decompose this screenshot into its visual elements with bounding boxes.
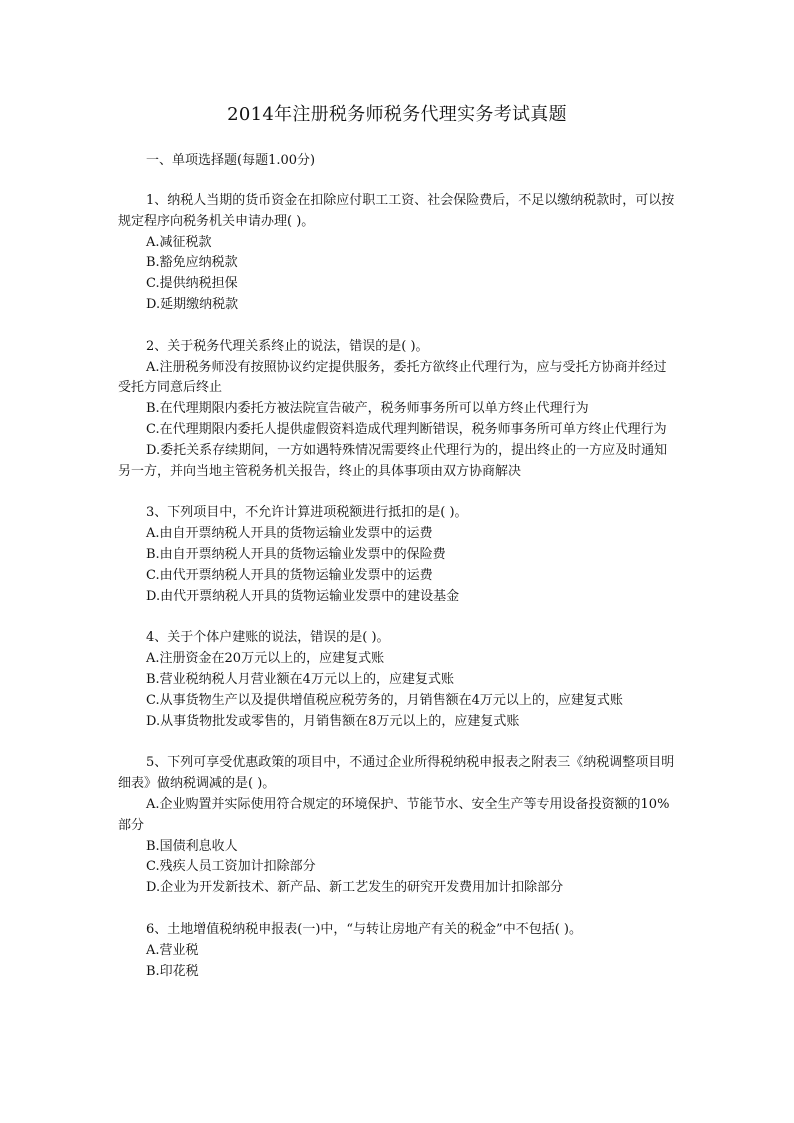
answer-option: C.在代理期限内委托人提供虚假资料造成代理判断错误，税务师事务所可单方终止代理行为 [146,421,667,437]
answer-option: B.国债利息收人 [146,838,238,854]
question-stem: 5、下列可享受优惠政策的项目中，不通过企业所得税纳税申报表之附表三《纳税调整项目明细表》做纳税调减的是( )。 [118,755,675,792]
question-stem: 6、土地增值税纳税申报表(一)中，“与转让房地产有关的税金”中不包括( )。 [146,921,582,937]
answer-option: A.减征税款 [146,234,212,250]
question-stem: 2、关于税务代理关系终止的说法，错误的是( )。 [146,338,429,354]
answer-option: A.注册税务师没有按照协议约定提供服务，委托方欲终止代理行为，应与受托方协商并经过受托方同意后终止 [118,359,667,396]
answer-option: B.豁免应纳税款 [146,255,238,271]
question-3 [118,503,676,607]
answer-option: D.从事货物批发或零售的，月销售额在8万元以上的，应建复式账 [146,713,520,729]
answer-option: D.委托关系存续期间，一方如遇特殊情况需要终止代理行为的，提出终止的一方应及时通知另一方，并向当地主管税务机关报告，终止的具体事项由双方协商解决 [118,442,668,479]
answer-option: A.注册资金在20万元以上的，应建复式账 [146,651,385,667]
document-title: 2014年注册税务师税务代理实务考试真题 [227,104,567,125]
question-stem: 4、关于个体户建账的说法，错误的是( )。 [146,630,390,646]
answer-option: B.营业税纳税人月营业额在4万元以上的，应建复式账 [146,671,454,687]
answer-option: C.从事货物生产以及提供增值税应税劳务的，月销售额在4万元以上的，应建复式账 [146,692,623,708]
answer-option: B.印花税 [146,963,199,979]
question-1 [118,191,676,316]
answer-option: B.由自开票纳税人开具的货物运输业发票中的保险费 [146,546,446,562]
answer-option: A.企业购置并实际使用符合规定的环境保护、节能节水、安全生产等专用设备投资额的10%部分 [118,796,670,833]
answer-option: D.企业为开发新技术、新产品、新工艺发生的研究开发费用加计扣除部分 [146,880,564,896]
section-header: 一、单项选择题(每题1.00分) [146,153,316,168]
question-stem: 3、下列项目中，不允许计算进项税额进行抵扣的是( )。 [146,505,468,521]
question-2 [118,337,676,483]
answer-option: C.提供纳税担保 [146,276,238,292]
question-stem: 1、纳税人当期的货币资金在扣除应付职工工资、社会保险费后，不足以缴纳税款时，可以按规定程序向税务机关申请办理( )。 [118,193,675,229]
answer-option: A.由自开票纳税人开具的货物运输业发票中的运费 [146,526,433,542]
answer-option: A.营业税 [146,942,199,958]
answer-option: C.残疾人员工资加计扣除部分 [146,859,316,875]
answer-option: D.延期缴纳税款 [146,296,239,312]
question-6 [118,920,676,982]
question-list [118,191,676,982]
question-5 [118,753,676,899]
answer-option: C.由代开票纳税人开具的货物运输业发票中的运费 [146,567,433,583]
answer-option: D.由代开票纳税人开具的货物运输业发票中的建设基金 [146,588,460,604]
answer-option: B.在代理期限内委托方被法院宣告破产，税务师事务所可以单方终止代理行为 [146,401,589,417]
question-4 [118,628,676,732]
